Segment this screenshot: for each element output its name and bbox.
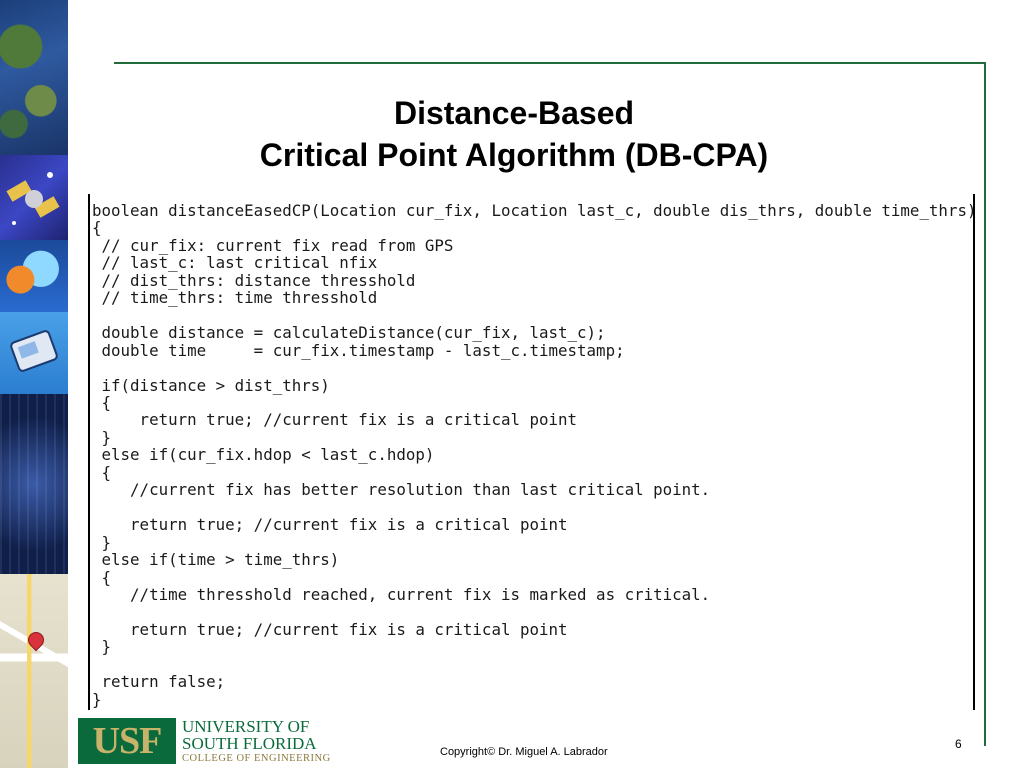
- title-line-1: Distance-Based: [393, 95, 635, 131]
- frame-top-line: [114, 62, 986, 64]
- frame-right-line: [984, 62, 986, 746]
- logo-line-1: UNIVERSITY OF: [182, 717, 310, 736]
- usf-logo-mark: USF: [78, 718, 176, 764]
- logo-line-2: SOUTH FLORIDA: [182, 734, 317, 753]
- left-image-strip: [0, 0, 68, 768]
- network-image: [0, 394, 68, 574]
- code-listing: boolean distanceEasedCP(Location cur_fix, Location last_c, double dis_thrs, double time_thrs) { // cur_fix: current fix read from GPS // last_c: last critical nfix // dist_thrs: distance thresshold // time_thrs: time thresshold double distance = calculateDistance(cur_fix, last_c); double time = cur_fix.timestamp - last_c.timestamp; if(distance > dist_thrs) { return true; //current fix is a critical point } else if(cur_fix.hdop < last_c.hdop) { //current fix has better resolution than last critical point. return true; //current fix is a critical point } else if(time > time_thrs) { //time thresshold reached, current fix is marked as critical. return true; //current fix is a critical point } return false; }: [92, 201, 977, 709]
- brain-image: [0, 240, 68, 312]
- satellite-icon: [0, 155, 68, 240]
- title-line-2: Critical Point Algorithm (DB-CPA): [259, 137, 769, 173]
- usf-logo: [78, 717, 331, 764]
- slide-title: [114, 92, 914, 176]
- phone-icon: [0, 312, 68, 394]
- earth-image: [0, 0, 68, 155]
- copyright-text: Copyright© Dr. Miguel A. Labrador: [440, 746, 608, 758]
- usf-logo-text: [182, 718, 331, 765]
- map-image: [0, 574, 68, 768]
- page-number: 6: [955, 737, 962, 751]
- code-box: [88, 194, 975, 710]
- logo-line-3: COLLEGE OF ENGINEERING: [182, 753, 331, 764]
